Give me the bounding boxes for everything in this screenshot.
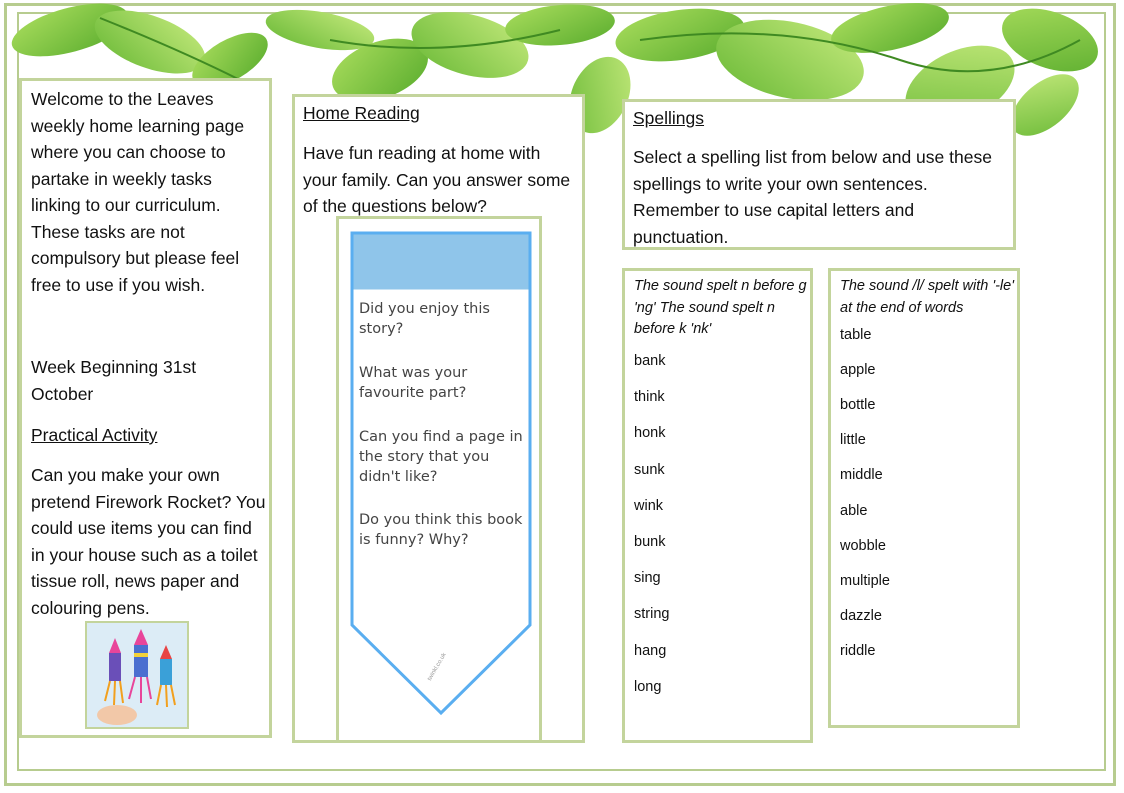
bookmark-question: Did you enjoy this story? bbox=[359, 301, 490, 337]
spelling-word: able bbox=[840, 502, 868, 519]
practical-activity-text: Can you make your own pretend Firework Rocket? You could use items you can find in your house such as a toilet tissue roll, news paper and colouring pens. bbox=[31, 465, 266, 618]
spelling-word: string bbox=[634, 606, 670, 623]
week-beginning: Week Beginning 31st October bbox=[31, 357, 197, 404]
spellings-heading: Spellings bbox=[633, 108, 705, 128]
spelling-word: riddle bbox=[840, 642, 876, 659]
home-reading-intro: Have fun reading at home with your family. Can you answer some of the questions below? bbox=[303, 143, 571, 216]
spelling-list-ng-nk bbox=[622, 268, 813, 743]
spelling-word: multiple bbox=[840, 572, 890, 589]
spelling-list-title: The sound /l/ spelt with '-le' at the end of words bbox=[840, 278, 1014, 316]
spelling-word: little bbox=[840, 432, 866, 449]
welcome-text: Welcome to the Leaves weekly home learning page where you can choose to partake in weekly tasks linking to our curriculum. These tasks are not compulsory but please feel free to use if you wish. bbox=[31, 89, 245, 295]
spelling-word: bank bbox=[634, 353, 666, 369]
firework-rocket-icon bbox=[87, 623, 187, 727]
firework-rocket-photo bbox=[85, 621, 189, 729]
spelling-word: bottle bbox=[840, 397, 876, 414]
spellings-intro: Select a spelling list from below and use these spellings to write your own sentences. Remember to use capital letters and punctuation. bbox=[633, 147, 992, 247]
spellings-panel bbox=[622, 99, 1016, 250]
spelling-list-title: The sound spelt n before g 'ng' The sound spelt n before k 'nk' bbox=[634, 278, 807, 337]
home-reading-heading: Home Reading bbox=[303, 103, 420, 123]
spelling-word: think bbox=[634, 389, 665, 406]
spelling-word: hang bbox=[634, 642, 667, 659]
spelling-word: middle bbox=[840, 467, 883, 484]
spelling-word: dazzle bbox=[840, 607, 882, 624]
spelling-word: table bbox=[840, 327, 872, 343]
spelling-word: long bbox=[634, 678, 662, 695]
bookmark-footer: twinkl.co.uk bbox=[427, 652, 448, 682]
spelling-word: honk bbox=[634, 425, 666, 442]
spelling-word: sunk bbox=[634, 461, 665, 478]
bookmark-question: Can you find a page in the story that you didn't like? bbox=[359, 429, 523, 485]
spelling-word: bunk bbox=[634, 534, 666, 550]
welcome-panel bbox=[19, 78, 272, 738]
spelling-word: sing bbox=[634, 570, 661, 587]
spelling-word: wobble bbox=[840, 537, 886, 554]
bookmark-question: Do you think this book is funny? Why? bbox=[359, 512, 523, 548]
practical-activity-heading: Practical Activity bbox=[31, 425, 158, 445]
spelling-word: wink bbox=[634, 497, 664, 514]
bookmark-card bbox=[336, 216, 542, 743]
spelling-word: apple bbox=[840, 362, 876, 379]
spelling-list-le bbox=[828, 268, 1020, 728]
bookmark-question: What was your favourite part? bbox=[359, 365, 468, 401]
